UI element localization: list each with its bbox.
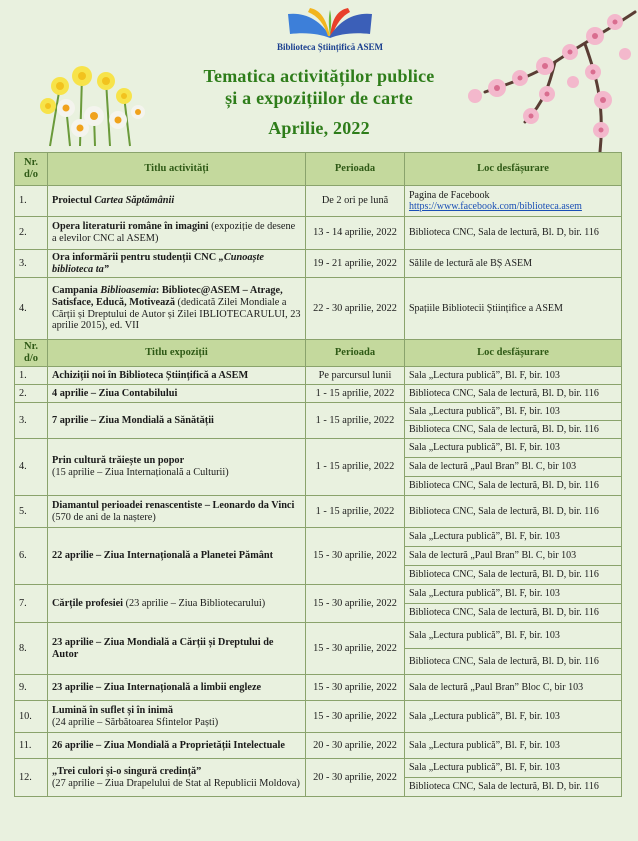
row-place: Biblioteca CNC, Sala de lectură, Bl. D, bir. 116 bbox=[405, 496, 622, 528]
title-bold: 22 aprilie – Ziua Internațională a Planetei Pământ bbox=[52, 550, 274, 562]
row-period: De 2 ori pe lună bbox=[306, 186, 405, 217]
title-bold: „Trei culori și-o singură credință” bbox=[52, 765, 202, 777]
row-number: 5. bbox=[15, 496, 48, 528]
header-nr: Nr. d/o bbox=[15, 153, 48, 186]
row-place bbox=[405, 186, 622, 217]
row-place: Sala „Lectura publică”, Bl. F, bir. 103 bbox=[405, 585, 622, 604]
row-period: 22 - 30 aprilie, 2022 bbox=[306, 278, 405, 340]
exhibition-row bbox=[15, 623, 622, 649]
row-number: 7. bbox=[15, 585, 48, 623]
row-title bbox=[48, 367, 306, 385]
page-title-month: Aprilie, 2022 bbox=[268, 118, 370, 138]
place-text: Sălile de lectură ale BȘ ASEM bbox=[409, 257, 533, 269]
title-italic: Cartea Săptămânii bbox=[94, 195, 175, 207]
exhibition-row bbox=[15, 585, 622, 604]
row-title bbox=[48, 496, 306, 528]
row-period: 20 - 30 aprilie, 2022 bbox=[306, 759, 405, 797]
row-period: 15 - 30 aprilie, 2022 bbox=[306, 675, 405, 701]
header-period: Perioada bbox=[306, 153, 405, 186]
title-bold: Proiectul bbox=[52, 195, 95, 207]
title-bold: Cărțile profesiei bbox=[52, 597, 124, 609]
library-logo-text: Biblioteca Științifică ASEM bbox=[276, 42, 383, 52]
row-place: Biblioteca CNC, Sala de lectură, Bl. D, bir. 116 bbox=[405, 566, 622, 585]
title-bold: 4 aprilie – Ziua Contabilului bbox=[52, 387, 178, 399]
row-period: 1 - 15 aprilie, 2022 bbox=[306, 403, 405, 439]
header-nr: Nr. d/o bbox=[15, 340, 48, 367]
page-header bbox=[0, 0, 638, 152]
activity-row bbox=[15, 186, 622, 217]
page-title-line1: Tematica activităților publice bbox=[203, 66, 435, 86]
row-place: Sala „Lectura publică”, Bl. F, bir. 103 bbox=[405, 623, 622, 649]
title-bold: Achiziții noi în Biblioteca Științifică a ASEM bbox=[52, 369, 249, 381]
row-title bbox=[48, 250, 306, 278]
row-number: 4. bbox=[15, 278, 48, 340]
exhibition-row bbox=[15, 439, 622, 458]
row-number: 11. bbox=[15, 733, 48, 759]
row-place: Biblioteca CNC, Sala de lectură, Bl. D, bir. 116 bbox=[405, 778, 622, 797]
title-note: (570 de ani de la naștere) bbox=[52, 511, 156, 523]
library-logo-books-icon bbox=[280, 6, 380, 40]
activity-row bbox=[15, 278, 622, 340]
row-place: Sala „Lectura publică”, Bl. F, bir. 103 bbox=[405, 733, 622, 759]
place-text: Biblioteca CNC, Sala de lectură, Bl. D, bir. 116 bbox=[409, 227, 599, 239]
exhibition-row bbox=[15, 701, 622, 733]
row-period: 1 - 15 aprilie, 2022 bbox=[306, 385, 405, 403]
title-note: (23 aprilie – Ziua Bibliotecarului) bbox=[123, 597, 266, 609]
row-title bbox=[48, 278, 306, 340]
row-place: Sala „Lectura publică”, Bl. F, bir. 103 bbox=[405, 403, 622, 421]
title-italic: Biblioasemia bbox=[100, 284, 156, 296]
row-title bbox=[48, 623, 306, 675]
title-bold: Ora informării pentru studenții CNC bbox=[52, 251, 219, 263]
header-title: Titlu activități bbox=[48, 153, 306, 186]
row-place bbox=[405, 278, 622, 340]
exhibition-row bbox=[15, 403, 622, 421]
row-number: 3. bbox=[15, 250, 48, 278]
exhibition-row bbox=[15, 759, 622, 778]
exhibition-row bbox=[15, 367, 622, 385]
title-bold: 26 aprilie – Ziua Mondială a Proprietății Intelectuale bbox=[52, 739, 285, 751]
row-place: Biblioteca CNC, Sala de lectură, Bl. D, bir. 116 bbox=[405, 421, 622, 439]
row-title bbox=[48, 675, 306, 701]
title-bold: Lumină în suflet și în inimă bbox=[52, 704, 174, 716]
row-title bbox=[48, 701, 306, 733]
table-header-row bbox=[15, 340, 622, 367]
header-place: Loc desfășurare bbox=[405, 340, 622, 367]
exhibition-row bbox=[15, 528, 622, 547]
row-period: 13 - 14 aprilie, 2022 bbox=[306, 217, 405, 250]
row-number: 8. bbox=[15, 623, 48, 675]
row-number: 2. bbox=[15, 217, 48, 250]
place-text: Spațiile Bibliotecii Științifice a ASEM bbox=[409, 302, 563, 314]
row-number: 6. bbox=[15, 528, 48, 585]
title-note: (expoziție de desene a elevilor CNC al ASEM) bbox=[52, 221, 296, 244]
row-place: Sala „Lectura publică”, Bl. F, bir. 103 bbox=[405, 528, 622, 547]
row-period: 15 - 30 aprilie, 2022 bbox=[306, 585, 405, 623]
row-place: Sala „Lectura publică”, Bl. F, bir. 103 bbox=[405, 701, 622, 733]
exhibition-row bbox=[15, 675, 622, 701]
title-bold: 23 aprilie – Ziua Mondială a Cărții și Dreptului de Autor bbox=[52, 636, 274, 660]
row-period: 1 - 15 aprilie, 2022 bbox=[306, 496, 405, 528]
row-place: Sala „Lectura publică”, Bl. F, bir. 103 bbox=[405, 439, 622, 458]
row-place: Sala „Lectura publică”, Bl. F, bir. 103 bbox=[405, 367, 622, 385]
row-number: 10. bbox=[15, 701, 48, 733]
row-period: Pe parcursul lunii bbox=[306, 367, 405, 385]
header-place: Loc desfășurare bbox=[405, 153, 622, 186]
header-period: Perioada bbox=[306, 340, 405, 367]
row-place: Sala de lectură „Paul Bran” Bl. C, bir 103 bbox=[405, 458, 622, 477]
row-title bbox=[48, 385, 306, 403]
header-title: Titlu expoziții bbox=[48, 340, 306, 367]
row-number: 9. bbox=[15, 675, 48, 701]
row-place: Biblioteca CNC, Sala de lectură, Bl. D, bir. 116 bbox=[405, 385, 622, 403]
exhibition-row bbox=[15, 496, 622, 528]
title-note: (27 aprilie – Ziua Drapelului de Stat al Republicii Moldova) bbox=[52, 777, 300, 789]
table-header-row bbox=[15, 153, 622, 186]
row-title bbox=[48, 528, 306, 585]
row-title bbox=[48, 403, 306, 439]
schedule-table bbox=[14, 152, 622, 797]
row-place: Biblioteca CNC, Sala de lectură, Bl. D, bir. 116 bbox=[405, 649, 622, 675]
row-place: Sala „Lectura publică”, Bl. F, bir. 103 bbox=[405, 759, 622, 778]
row-title bbox=[48, 585, 306, 623]
exhibition-row bbox=[15, 385, 622, 403]
title-bold: Diamantul perioadei renascentiste – Leonardo da Vinci bbox=[52, 499, 295, 511]
row-place: Sala de lectură „Paul Bran” Bl. C, bir 103 bbox=[405, 547, 622, 566]
row-number: 12. bbox=[15, 759, 48, 797]
facebook-link[interactable]: https://www.facebook.com/biblioteca.asem bbox=[409, 201, 582, 212]
exhibition-row bbox=[15, 733, 622, 759]
row-number: 1. bbox=[15, 367, 48, 385]
title-bold-2: : Bibliotec@ASEM – Atrage, Satisface, Educă, Motivează bbox=[52, 284, 283, 308]
row-number: 3. bbox=[15, 403, 48, 439]
library-logo bbox=[270, 6, 390, 56]
row-title bbox=[48, 439, 306, 496]
row-number: 2. bbox=[15, 385, 48, 403]
row-place: Biblioteca CNC, Sala de lectură, Bl. D, bir. 116 bbox=[405, 477, 622, 496]
row-period: 15 - 30 aprilie, 2022 bbox=[306, 701, 405, 733]
row-number: 1. bbox=[15, 186, 48, 217]
title-bold: 7 aprilie – Ziua Mondială a Sănătății bbox=[52, 414, 214, 426]
row-period: 20 - 30 aprilie, 2022 bbox=[306, 733, 405, 759]
row-place: Biblioteca CNC, Sala de lectură, Bl. D, bir. 116 bbox=[405, 604, 622, 623]
place-text: Pagina de Facebook bbox=[409, 189, 490, 201]
title-note: (dedicată Zilei Mondiale a Cărții și Dreptului de Autor și Zilei IBLIOTECARULUI, 23 aprilie 2015), ed. VII bbox=[52, 296, 301, 332]
title-note: (24 aprilie – Sărbătoarea Sfintelor Paști) bbox=[52, 716, 219, 728]
title-italic: „Cunoaște biblioteca ta” bbox=[52, 251, 264, 275]
activity-row bbox=[15, 250, 622, 278]
row-period: 19 - 21 aprilie, 2022 bbox=[306, 250, 405, 278]
row-title bbox=[48, 186, 306, 217]
title-note: (15 aprilie – Ziua Internațională a Culturii) bbox=[52, 467, 229, 479]
title-bold: Campania bbox=[52, 284, 101, 296]
row-number: 4. bbox=[15, 439, 48, 496]
row-place bbox=[405, 250, 622, 278]
page-title-line2: și a expozițiilor de carte bbox=[225, 88, 413, 108]
title-bold: Prin cultură trăiește un popor bbox=[52, 455, 185, 467]
row-title bbox=[48, 217, 306, 250]
row-place bbox=[405, 217, 622, 250]
row-period: 1 - 15 aprilie, 2022 bbox=[306, 439, 405, 496]
row-period: 15 - 30 aprilie, 2022 bbox=[306, 528, 405, 585]
title-bold: Opera literaturii române în imagini bbox=[52, 221, 209, 233]
title-bold: 23 aprilie – Ziua Internațională a limbii engleze bbox=[52, 681, 262, 693]
row-place: Sala de lectură „Paul Bran” Bloc C, bir 103 bbox=[405, 675, 622, 701]
activity-row bbox=[15, 217, 622, 250]
row-title bbox=[48, 733, 306, 759]
row-period: 15 - 30 aprilie, 2022 bbox=[306, 623, 405, 675]
row-title bbox=[48, 759, 306, 797]
